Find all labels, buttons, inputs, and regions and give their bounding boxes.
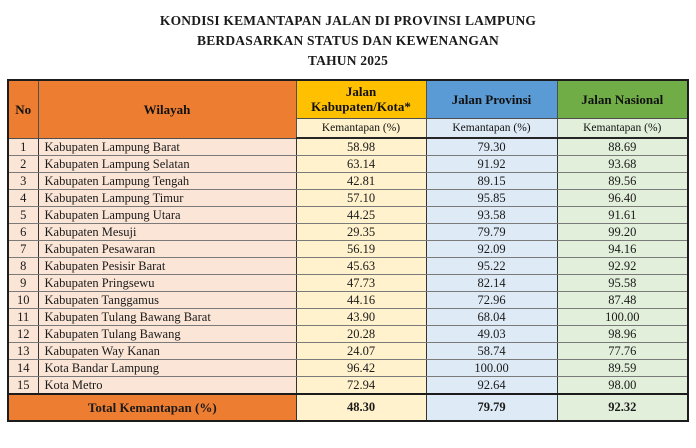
total-label: Total Kemantapan (%) bbox=[8, 394, 296, 421]
total-kabupaten-kota: 48.30 bbox=[296, 394, 426, 421]
cell-nasional: 99.20 bbox=[557, 224, 688, 241]
subheader-kemantapan-provinsi: Kemantapan (%) bbox=[426, 118, 557, 138]
cell-kabupaten-kota: 96.42 bbox=[296, 360, 426, 377]
cell-wilayah: Kabupaten Lampung Barat bbox=[38, 138, 296, 156]
table-row bbox=[8, 258, 688, 275]
cell-no: 3 bbox=[8, 173, 38, 190]
table-row bbox=[8, 360, 688, 377]
cell-wilayah: Kabupaten Lampung Selatan bbox=[38, 156, 296, 173]
table-row bbox=[8, 138, 688, 156]
cell-kabupaten-kota: 57.10 bbox=[296, 190, 426, 207]
cell-kabupaten-kota: 44.16 bbox=[296, 292, 426, 309]
column-header-jalan-provinsi: Jalan Provinsi bbox=[426, 80, 557, 118]
cell-kabupaten-kota: 72.94 bbox=[296, 377, 426, 395]
cell-provinsi: 91.92 bbox=[426, 156, 557, 173]
cell-no: 11 bbox=[8, 309, 38, 326]
kemantapan-table bbox=[7, 79, 689, 422]
cell-wilayah: Kabupaten Tulang Bawang bbox=[38, 326, 296, 343]
cell-no: 14 bbox=[8, 360, 38, 377]
cell-wilayah: Kabupaten Tulang Bawang Barat bbox=[38, 309, 296, 326]
cell-wilayah: Kabupaten Pesisir Barat bbox=[38, 258, 296, 275]
table-row bbox=[8, 275, 688, 292]
cell-kabupaten-kota: 56.19 bbox=[296, 241, 426, 258]
cell-nasional: 96.40 bbox=[557, 190, 688, 207]
cell-wilayah: Kabupaten Pringsewu bbox=[38, 275, 296, 292]
cell-wilayah: Kabupaten Pesawaran bbox=[38, 241, 296, 258]
cell-nasional: 88.69 bbox=[557, 138, 688, 156]
table-row bbox=[8, 309, 688, 326]
title-line-2: BERDASARKAN STATUS DAN KEWENANGAN bbox=[196, 33, 499, 48]
cell-wilayah: Kabupaten Mesuji bbox=[38, 224, 296, 241]
cell-kabupaten-kota: 45.63 bbox=[296, 258, 426, 275]
cell-wilayah: Kabupaten Lampung Tengah bbox=[38, 173, 296, 190]
cell-nasional: 89.59 bbox=[557, 360, 688, 377]
cell-provinsi: 68.04 bbox=[426, 309, 557, 326]
cell-no: 9 bbox=[8, 275, 38, 292]
cell-nasional: 92.92 bbox=[557, 258, 688, 275]
column-header-jalan-kabupaten-kota: Jalan Kabupaten/Kota* bbox=[296, 80, 426, 118]
cell-wilayah: Kabupaten Tanggamus bbox=[38, 292, 296, 309]
cell-nasional: 89.56 bbox=[557, 173, 688, 190]
table-body bbox=[8, 138, 688, 394]
header-row-main bbox=[8, 80, 688, 118]
cell-provinsi: 95.22 bbox=[426, 258, 557, 275]
title-line-3: TAHUN 2025 bbox=[307, 53, 389, 68]
cell-provinsi: 93.58 bbox=[426, 207, 557, 224]
cell-no: 15 bbox=[8, 377, 38, 395]
cell-provinsi: 92.09 bbox=[426, 241, 557, 258]
cell-wilayah: Kabupaten Lampung Timur bbox=[38, 190, 296, 207]
total-provinsi: 79.79 bbox=[426, 394, 557, 421]
cell-no: 10 bbox=[8, 292, 38, 309]
subheader-kemantapan-kabupaten: Kemantapan (%) bbox=[296, 118, 426, 138]
cell-nasional: 87.48 bbox=[557, 292, 688, 309]
cell-nasional: 77.76 bbox=[557, 343, 688, 360]
cell-kabupaten-kota: 20.28 bbox=[296, 326, 426, 343]
table-row bbox=[8, 343, 688, 360]
title-line-1: KONDISI KEMANTAPAN JALAN DI PROVINSI LAMPUNG bbox=[159, 13, 537, 28]
cell-no: 6 bbox=[8, 224, 38, 241]
table-header bbox=[8, 80, 688, 138]
cell-provinsi: 92.64 bbox=[426, 377, 557, 395]
table-footer bbox=[8, 394, 688, 421]
table-row bbox=[8, 292, 688, 309]
cell-nasional: 91.61 bbox=[557, 207, 688, 224]
cell-nasional: 100.00 bbox=[557, 309, 688, 326]
cell-wilayah: Kabupaten Lampung Utara bbox=[38, 207, 296, 224]
cell-wilayah: Kota Metro bbox=[38, 377, 296, 395]
cell-nasional: 95.58 bbox=[557, 275, 688, 292]
cell-nasional: 93.68 bbox=[557, 156, 688, 173]
cell-kabupaten-kota: 42.81 bbox=[296, 173, 426, 190]
cell-kabupaten-kota: 47.73 bbox=[296, 275, 426, 292]
cell-nasional: 98.00 bbox=[557, 377, 688, 395]
cell-provinsi: 79.30 bbox=[426, 138, 557, 156]
cell-provinsi: 72.96 bbox=[426, 292, 557, 309]
subheader-kemantapan-nasional: Kemantapan (%) bbox=[557, 118, 688, 138]
cell-provinsi: 58.74 bbox=[426, 343, 557, 360]
cell-kabupaten-kota: 58.98 bbox=[296, 138, 426, 156]
cell-wilayah: Kabupaten Way Kanan bbox=[38, 343, 296, 360]
cell-kabupaten-kota: 29.35 bbox=[296, 224, 426, 241]
cell-provinsi: 89.15 bbox=[426, 173, 557, 190]
cell-no: 12 bbox=[8, 326, 38, 343]
cell-kabupaten-kota: 44.25 bbox=[296, 207, 426, 224]
cell-provinsi: 100.00 bbox=[426, 360, 557, 377]
cell-no: 8 bbox=[8, 258, 38, 275]
column-header-no: No bbox=[8, 80, 38, 138]
cell-no: 13 bbox=[8, 343, 38, 360]
cell-kabupaten-kota: 43.90 bbox=[296, 309, 426, 326]
table-row bbox=[8, 173, 688, 190]
table-row bbox=[8, 190, 688, 207]
cell-wilayah: Kota Bandar Lampung bbox=[38, 360, 296, 377]
cell-no: 5 bbox=[8, 207, 38, 224]
cell-provinsi: 79.79 bbox=[426, 224, 557, 241]
document-title bbox=[0, 11, 696, 71]
cell-provinsi: 82.14 bbox=[426, 275, 557, 292]
cell-no: 2 bbox=[8, 156, 38, 173]
cell-provinsi: 95.85 bbox=[426, 190, 557, 207]
total-row bbox=[8, 394, 688, 421]
cell-kabupaten-kota: 24.07 bbox=[296, 343, 426, 360]
cell-provinsi: 49.03 bbox=[426, 326, 557, 343]
cell-no: 7 bbox=[8, 241, 38, 258]
table-row bbox=[8, 326, 688, 343]
cell-no: 4 bbox=[8, 190, 38, 207]
table-row bbox=[8, 377, 688, 395]
table-row bbox=[8, 241, 688, 258]
column-header-wilayah: Wilayah bbox=[38, 80, 296, 138]
cell-no: 1 bbox=[8, 138, 38, 156]
table-row bbox=[8, 156, 688, 173]
table-row bbox=[8, 224, 688, 241]
cell-kabupaten-kota: 63.14 bbox=[296, 156, 426, 173]
cell-nasional: 98.96 bbox=[557, 326, 688, 343]
table-row bbox=[8, 207, 688, 224]
total-nasional: 92.32 bbox=[557, 394, 688, 421]
column-header-jalan-nasional: Jalan Nasional bbox=[557, 80, 688, 118]
cell-nasional: 94.16 bbox=[557, 241, 688, 258]
